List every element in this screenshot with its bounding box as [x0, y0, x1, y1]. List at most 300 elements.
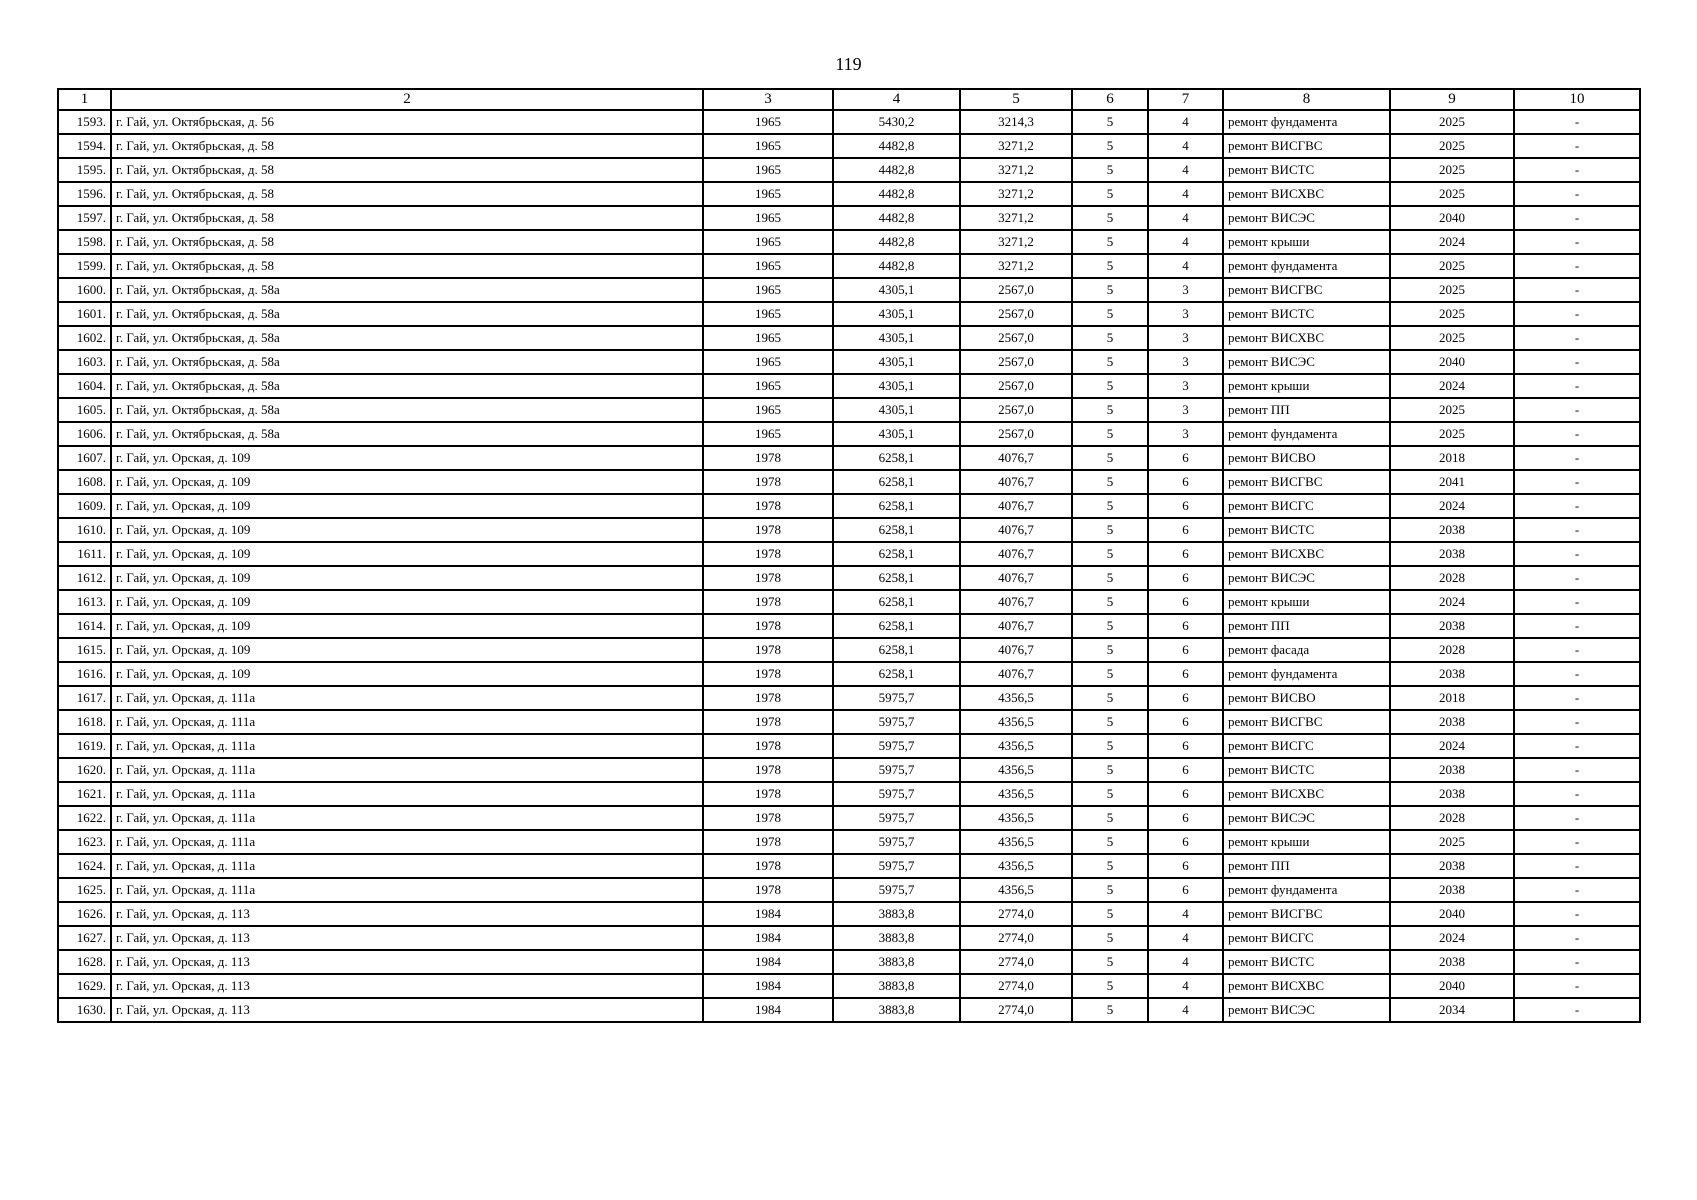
- year-built-cell: 1978: [703, 638, 833, 662]
- address-cell: г. Гай, ул. Орская, д. 111а: [111, 758, 703, 782]
- row-number-cell: 1600.: [58, 278, 111, 302]
- column-header: 9: [1390, 89, 1514, 110]
- repair-type-cell: ремонт ВИСЭС: [1223, 206, 1390, 230]
- table-row: [58, 518, 1640, 542]
- table-row: [58, 998, 1640, 1022]
- note-cell: -: [1514, 566, 1640, 590]
- floors-cell: 5: [1072, 854, 1148, 878]
- total-area-cell: 6258,1: [833, 446, 960, 470]
- floors-cell: 5: [1072, 926, 1148, 950]
- row-number-cell: 1603.: [58, 350, 111, 374]
- table-row: [58, 590, 1640, 614]
- row-number-cell: 1622.: [58, 806, 111, 830]
- note-cell: -: [1514, 398, 1640, 422]
- living-area-cell: 4076,7: [960, 614, 1072, 638]
- address-cell: г. Гай, ул. Орская, д. 111а: [111, 686, 703, 710]
- note-cell: -: [1514, 662, 1640, 686]
- row-number-cell: 1624.: [58, 854, 111, 878]
- living-area-cell: 2774,0: [960, 974, 1072, 998]
- note-cell: -: [1514, 158, 1640, 182]
- row-number-cell: 1606.: [58, 422, 111, 446]
- entrances-cell: 4: [1148, 902, 1223, 926]
- address-cell: г. Гай, ул. Орская, д. 111а: [111, 806, 703, 830]
- note-cell: -: [1514, 206, 1640, 230]
- repair-year-cell: 2025: [1390, 110, 1514, 134]
- column-header: 3: [703, 89, 833, 110]
- total-area-cell: 5975,7: [833, 758, 960, 782]
- repair-type-cell: ремонт фундамента: [1223, 878, 1390, 902]
- row-number-cell: 1610.: [58, 518, 111, 542]
- table-row: [58, 830, 1640, 854]
- year-built-cell: 1965: [703, 254, 833, 278]
- repair-type-cell: ремонт ВИСХВС: [1223, 182, 1390, 206]
- table-row: [58, 542, 1640, 566]
- year-built-cell: 1965: [703, 350, 833, 374]
- repair-type-cell: ремонт крыши: [1223, 374, 1390, 398]
- repair-year-cell: 2040: [1390, 350, 1514, 374]
- table-row: [58, 398, 1640, 422]
- repair-year-cell: 2040: [1390, 206, 1514, 230]
- total-area-cell: 3883,8: [833, 902, 960, 926]
- row-number-cell: 1601.: [58, 302, 111, 326]
- address-cell: г. Гай, ул. Орская, д. 109: [111, 470, 703, 494]
- floors-cell: 5: [1072, 806, 1148, 830]
- living-area-cell: 3271,2: [960, 254, 1072, 278]
- year-built-cell: 1984: [703, 974, 833, 998]
- repair-year-cell: 2024: [1390, 230, 1514, 254]
- repair-year-cell: 2025: [1390, 422, 1514, 446]
- year-built-cell: 1978: [703, 758, 833, 782]
- repair-type-cell: ремонт ВИСТС: [1223, 302, 1390, 326]
- repair-type-cell: ремонт фундамента: [1223, 662, 1390, 686]
- note-cell: -: [1514, 254, 1640, 278]
- note-cell: -: [1514, 926, 1640, 950]
- note-cell: -: [1514, 278, 1640, 302]
- row-number-cell: 1594.: [58, 134, 111, 158]
- repair-year-cell: 2024: [1390, 926, 1514, 950]
- year-built-cell: 1978: [703, 854, 833, 878]
- floors-cell: 5: [1072, 686, 1148, 710]
- note-cell: -: [1514, 470, 1640, 494]
- address-cell: г. Гай, ул. Орская, д. 113: [111, 926, 703, 950]
- entrances-cell: 3: [1148, 326, 1223, 350]
- year-built-cell: 1978: [703, 566, 833, 590]
- floors-cell: 5: [1072, 374, 1148, 398]
- table-body: [58, 110, 1640, 1022]
- address-cell: г. Гай, ул. Октябрьская, д. 58а: [111, 422, 703, 446]
- living-area-cell: 3271,2: [960, 230, 1072, 254]
- living-area-cell: 4356,5: [960, 806, 1072, 830]
- repair-type-cell: ремонт фундамента: [1223, 422, 1390, 446]
- floors-cell: 5: [1072, 662, 1148, 686]
- floors-cell: 5: [1072, 110, 1148, 134]
- row-number-cell: 1602.: [58, 326, 111, 350]
- total-area-cell: 5975,7: [833, 830, 960, 854]
- table-row: [58, 566, 1640, 590]
- entrances-cell: 6: [1148, 806, 1223, 830]
- total-area-cell: 4305,1: [833, 302, 960, 326]
- repair-year-cell: 2038: [1390, 614, 1514, 638]
- year-built-cell: 1965: [703, 206, 833, 230]
- living-area-cell: 4076,7: [960, 518, 1072, 542]
- floors-cell: 5: [1072, 446, 1148, 470]
- note-cell: -: [1514, 734, 1640, 758]
- address-cell: г. Гай, ул. Орская, д. 109: [111, 614, 703, 638]
- repair-year-cell: 2041: [1390, 470, 1514, 494]
- column-header: 8: [1223, 89, 1390, 110]
- table-row: [58, 950, 1640, 974]
- living-area-cell: 4076,7: [960, 590, 1072, 614]
- total-area-cell: 6258,1: [833, 614, 960, 638]
- table-row: [58, 374, 1640, 398]
- living-area-cell: 4356,5: [960, 854, 1072, 878]
- year-built-cell: 1978: [703, 710, 833, 734]
- note-cell: -: [1514, 374, 1640, 398]
- entrances-cell: 3: [1148, 302, 1223, 326]
- repair-year-cell: 2025: [1390, 278, 1514, 302]
- year-built-cell: 1984: [703, 998, 833, 1022]
- repair-type-cell: ремонт фундамента: [1223, 110, 1390, 134]
- repair-type-cell: ремонт ПП: [1223, 614, 1390, 638]
- row-number-cell: 1614.: [58, 614, 111, 638]
- floors-cell: 5: [1072, 758, 1148, 782]
- living-area-cell: 4356,5: [960, 878, 1072, 902]
- address-cell: г. Гай, ул. Орская, д. 111а: [111, 854, 703, 878]
- total-area-cell: 4305,1: [833, 350, 960, 374]
- year-built-cell: 1965: [703, 326, 833, 350]
- floors-cell: 5: [1072, 158, 1148, 182]
- repair-type-cell: ремонт ВИСГС: [1223, 494, 1390, 518]
- floors-cell: 5: [1072, 734, 1148, 758]
- year-built-cell: 1978: [703, 590, 833, 614]
- address-cell: г. Гай, ул. Октябрьская, д. 58: [111, 182, 703, 206]
- note-cell: -: [1514, 638, 1640, 662]
- address-cell: г. Гай, ул. Орская, д. 109: [111, 638, 703, 662]
- floors-cell: 5: [1072, 230, 1148, 254]
- address-cell: г. Гай, ул. Орская, д. 113: [111, 950, 703, 974]
- total-area-cell: 5975,7: [833, 734, 960, 758]
- table-row: [58, 278, 1640, 302]
- row-number-cell: 1616.: [58, 662, 111, 686]
- table-row: [58, 158, 1640, 182]
- year-built-cell: 1965: [703, 158, 833, 182]
- floors-cell: 5: [1072, 518, 1148, 542]
- living-area-cell: 2567,0: [960, 398, 1072, 422]
- floors-cell: 5: [1072, 302, 1148, 326]
- table-row: [58, 662, 1640, 686]
- note-cell: -: [1514, 494, 1640, 518]
- year-built-cell: 1978: [703, 782, 833, 806]
- floors-cell: 5: [1072, 998, 1148, 1022]
- total-area-cell: 3883,8: [833, 998, 960, 1022]
- address-cell: г. Гай, ул. Орская, д. 113: [111, 902, 703, 926]
- living-area-cell: 4076,7: [960, 566, 1072, 590]
- repair-year-cell: 2034: [1390, 998, 1514, 1022]
- row-number-cell: 1628.: [58, 950, 111, 974]
- repair-type-cell: ремонт ПП: [1223, 398, 1390, 422]
- year-built-cell: 1965: [703, 422, 833, 446]
- floors-cell: 5: [1072, 974, 1148, 998]
- table-row: [58, 182, 1640, 206]
- repair-year-cell: 2038: [1390, 542, 1514, 566]
- entrances-cell: 4: [1148, 134, 1223, 158]
- entrances-cell: 6: [1148, 614, 1223, 638]
- column-header: 5: [960, 89, 1072, 110]
- repair-type-cell: ремонт крыши: [1223, 830, 1390, 854]
- floors-cell: 5: [1072, 638, 1148, 662]
- table-row: [58, 806, 1640, 830]
- total-area-cell: 4482,8: [833, 158, 960, 182]
- address-cell: г. Гай, ул. Орская, д. 109: [111, 446, 703, 470]
- repair-type-cell: ремонт ВИСВО: [1223, 446, 1390, 470]
- address-cell: г. Гай, ул. Орская, д. 109: [111, 494, 703, 518]
- repair-year-cell: 2024: [1390, 494, 1514, 518]
- floors-cell: 5: [1072, 590, 1148, 614]
- repair-year-cell: 2025: [1390, 134, 1514, 158]
- total-area-cell: 6258,1: [833, 518, 960, 542]
- repair-year-cell: 2018: [1390, 446, 1514, 470]
- repair-type-cell: ремонт крыши: [1223, 230, 1390, 254]
- address-cell: г. Гай, ул. Октябрьская, д. 58а: [111, 350, 703, 374]
- total-area-cell: 4305,1: [833, 422, 960, 446]
- total-area-cell: 5975,7: [833, 686, 960, 710]
- entrances-cell: 6: [1148, 590, 1223, 614]
- entrances-cell: 6: [1148, 518, 1223, 542]
- year-built-cell: 1965: [703, 182, 833, 206]
- year-built-cell: 1965: [703, 230, 833, 254]
- total-area-cell: 4482,8: [833, 134, 960, 158]
- note-cell: -: [1514, 806, 1640, 830]
- entrances-cell: 6: [1148, 494, 1223, 518]
- table-row: [58, 854, 1640, 878]
- entrances-cell: 4: [1148, 158, 1223, 182]
- address-cell: г. Гай, ул. Орская, д. 109: [111, 566, 703, 590]
- repair-type-cell: ремонт ВИСЭС: [1223, 566, 1390, 590]
- column-header: 4: [833, 89, 960, 110]
- table-row: [58, 758, 1640, 782]
- repair-type-cell: ремонт ВИСГВС: [1223, 278, 1390, 302]
- floors-cell: 5: [1072, 542, 1148, 566]
- row-number-cell: 1630.: [58, 998, 111, 1022]
- repair-type-cell: ремонт ВИСТС: [1223, 518, 1390, 542]
- row-number-cell: 1598.: [58, 230, 111, 254]
- living-area-cell: 2774,0: [960, 998, 1072, 1022]
- column-header: 1: [58, 89, 111, 110]
- total-area-cell: 4305,1: [833, 326, 960, 350]
- entrances-cell: 3: [1148, 398, 1223, 422]
- entrances-cell: 6: [1148, 782, 1223, 806]
- repair-schedule-table: [57, 88, 1641, 1023]
- entrances-cell: 3: [1148, 422, 1223, 446]
- repair-type-cell: ремонт ВИСЭС: [1223, 806, 1390, 830]
- note-cell: -: [1514, 422, 1640, 446]
- note-cell: -: [1514, 134, 1640, 158]
- total-area-cell: 5975,7: [833, 854, 960, 878]
- repair-type-cell: ремонт фасада: [1223, 638, 1390, 662]
- table-row: [58, 734, 1640, 758]
- note-cell: -: [1514, 590, 1640, 614]
- floors-cell: 5: [1072, 566, 1148, 590]
- total-area-cell: 4305,1: [833, 278, 960, 302]
- address-cell: г. Гай, ул. Орская, д. 109: [111, 518, 703, 542]
- total-area-cell: 4305,1: [833, 374, 960, 398]
- table-row: [58, 638, 1640, 662]
- table-row: [58, 470, 1640, 494]
- row-number-cell: 1627.: [58, 926, 111, 950]
- entrances-cell: 6: [1148, 878, 1223, 902]
- row-number-cell: 1612.: [58, 566, 111, 590]
- entrances-cell: 6: [1148, 854, 1223, 878]
- repair-year-cell: 2025: [1390, 182, 1514, 206]
- total-area-cell: 6258,1: [833, 638, 960, 662]
- year-built-cell: 1978: [703, 662, 833, 686]
- note-cell: -: [1514, 614, 1640, 638]
- address-cell: г. Гай, ул. Орская, д. 111а: [111, 830, 703, 854]
- repair-year-cell: 2038: [1390, 710, 1514, 734]
- note-cell: -: [1514, 782, 1640, 806]
- living-area-cell: 2567,0: [960, 350, 1072, 374]
- living-area-cell: 2567,0: [960, 326, 1072, 350]
- living-area-cell: 3214,3: [960, 110, 1072, 134]
- floors-cell: 5: [1072, 398, 1148, 422]
- row-number-cell: 1613.: [58, 590, 111, 614]
- table-row: [58, 350, 1640, 374]
- header-row: [58, 89, 1640, 110]
- table-row: [58, 110, 1640, 134]
- living-area-cell: 3271,2: [960, 134, 1072, 158]
- living-area-cell: 3271,2: [960, 206, 1072, 230]
- entrances-cell: 3: [1148, 350, 1223, 374]
- note-cell: -: [1514, 902, 1640, 926]
- repair-year-cell: 2025: [1390, 398, 1514, 422]
- address-cell: г. Гай, ул. Орская, д. 111а: [111, 878, 703, 902]
- note-cell: -: [1514, 830, 1640, 854]
- repair-year-cell: 2025: [1390, 326, 1514, 350]
- entrances-cell: 6: [1148, 758, 1223, 782]
- floors-cell: 5: [1072, 254, 1148, 278]
- address-cell: г. Гай, ул. Орская, д. 111а: [111, 734, 703, 758]
- entrances-cell: 6: [1148, 566, 1223, 590]
- repair-type-cell: ремонт ВИСГВС: [1223, 470, 1390, 494]
- floors-cell: 5: [1072, 326, 1148, 350]
- entrances-cell: 6: [1148, 662, 1223, 686]
- table-row: [58, 686, 1640, 710]
- repair-year-cell: 2028: [1390, 638, 1514, 662]
- note-cell: -: [1514, 686, 1640, 710]
- living-area-cell: 2774,0: [960, 950, 1072, 974]
- column-header: 2: [111, 89, 703, 110]
- address-cell: г. Гай, ул. Октябрьская, д. 58: [111, 134, 703, 158]
- entrances-cell: 4: [1148, 950, 1223, 974]
- living-area-cell: 2774,0: [960, 902, 1072, 926]
- year-built-cell: 1978: [703, 542, 833, 566]
- repair-year-cell: 2028: [1390, 806, 1514, 830]
- living-area-cell: 2567,0: [960, 422, 1072, 446]
- entrances-cell: 4: [1148, 110, 1223, 134]
- repair-type-cell: ремонт ВИСХВС: [1223, 326, 1390, 350]
- living-area-cell: 4356,5: [960, 782, 1072, 806]
- floors-cell: 5: [1072, 134, 1148, 158]
- repair-year-cell: 2038: [1390, 518, 1514, 542]
- address-cell: г. Гай, ул. Октябрьская, д. 58а: [111, 302, 703, 326]
- repair-year-cell: 2038: [1390, 758, 1514, 782]
- repair-year-cell: 2028: [1390, 566, 1514, 590]
- row-number-cell: 1596.: [58, 182, 111, 206]
- address-cell: г. Гай, ул. Орская, д. 113: [111, 974, 703, 998]
- total-area-cell: 4482,8: [833, 182, 960, 206]
- entrances-cell: 6: [1148, 734, 1223, 758]
- repair-year-cell: 2025: [1390, 254, 1514, 278]
- note-cell: -: [1514, 974, 1640, 998]
- total-area-cell: 4482,8: [833, 254, 960, 278]
- repair-year-cell: 2040: [1390, 902, 1514, 926]
- living-area-cell: 4356,5: [960, 686, 1072, 710]
- entrances-cell: 6: [1148, 830, 1223, 854]
- row-number-cell: 1593.: [58, 110, 111, 134]
- floors-cell: 5: [1072, 422, 1148, 446]
- table-row: [58, 254, 1640, 278]
- total-area-cell: 4482,8: [833, 230, 960, 254]
- repair-year-cell: 2038: [1390, 662, 1514, 686]
- note-cell: -: [1514, 518, 1640, 542]
- year-built-cell: 1965: [703, 398, 833, 422]
- total-area-cell: 6258,1: [833, 542, 960, 566]
- year-built-cell: 1965: [703, 374, 833, 398]
- row-number-cell: 1605.: [58, 398, 111, 422]
- entrances-cell: 6: [1148, 710, 1223, 734]
- living-area-cell: 4076,7: [960, 662, 1072, 686]
- column-header: 7: [1148, 89, 1223, 110]
- floors-cell: 5: [1072, 710, 1148, 734]
- table-row: [58, 230, 1640, 254]
- address-cell: г. Гай, ул. Октябрьская, д. 58: [111, 158, 703, 182]
- row-number-cell: 1626.: [58, 902, 111, 926]
- row-number-cell: 1629.: [58, 974, 111, 998]
- repair-year-cell: 2038: [1390, 950, 1514, 974]
- repair-type-cell: ремонт ВИСГС: [1223, 734, 1390, 758]
- year-built-cell: 1978: [703, 470, 833, 494]
- address-cell: г. Гай, ул. Октябрьская, д. 58: [111, 254, 703, 278]
- year-built-cell: 1965: [703, 278, 833, 302]
- note-cell: -: [1514, 110, 1640, 134]
- floors-cell: 5: [1072, 830, 1148, 854]
- table-row: [58, 902, 1640, 926]
- total-area-cell: 4305,1: [833, 398, 960, 422]
- repair-year-cell: 2024: [1390, 374, 1514, 398]
- table-row: [58, 974, 1640, 998]
- entrances-cell: 6: [1148, 542, 1223, 566]
- table-row: [58, 614, 1640, 638]
- note-cell: -: [1514, 950, 1640, 974]
- repair-type-cell: ремонт ВИСХВС: [1223, 542, 1390, 566]
- living-area-cell: 2774,0: [960, 926, 1072, 950]
- floors-cell: 5: [1072, 902, 1148, 926]
- column-header: 10: [1514, 89, 1640, 110]
- table-row: [58, 134, 1640, 158]
- repair-type-cell: ремонт фундамента: [1223, 254, 1390, 278]
- year-built-cell: 1984: [703, 902, 833, 926]
- year-built-cell: 1978: [703, 830, 833, 854]
- total-area-cell: 6258,1: [833, 494, 960, 518]
- year-built-cell: 1978: [703, 614, 833, 638]
- table-row: [58, 326, 1640, 350]
- year-built-cell: 1978: [703, 518, 833, 542]
- year-built-cell: 1978: [703, 686, 833, 710]
- entrances-cell: 4: [1148, 182, 1223, 206]
- note-cell: -: [1514, 854, 1640, 878]
- floors-cell: 5: [1072, 206, 1148, 230]
- entrances-cell: 4: [1148, 254, 1223, 278]
